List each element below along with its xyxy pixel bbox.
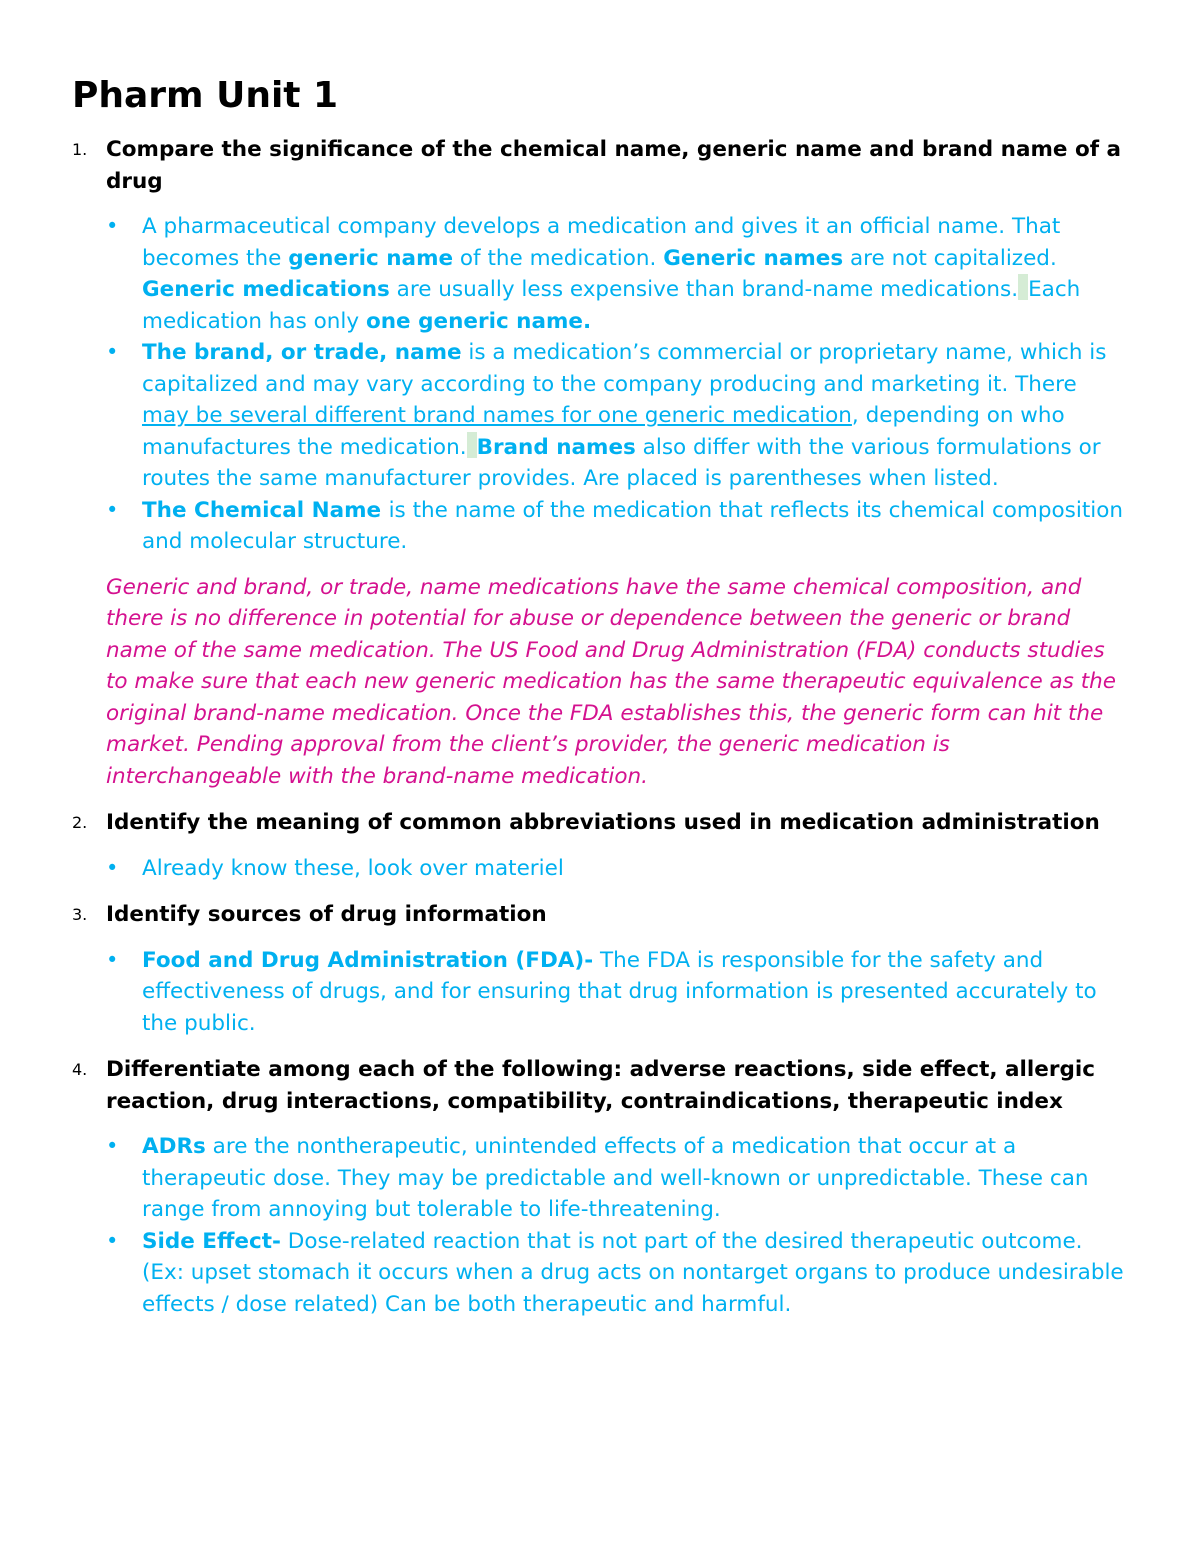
list-item [72, 337, 1130, 495]
answer-list [72, 945, 1130, 1040]
question-number: 3. [72, 905, 88, 924]
answer-list [72, 211, 1130, 558]
text-run: Each medication has only [142, 277, 1081, 334]
list-item [72, 1226, 1130, 1321]
text-run: Already know these, look over materiel [142, 855, 564, 881]
list-item [72, 211, 1130, 337]
question-3 [72, 899, 1130, 931]
question-2 [72, 807, 1130, 839]
comment-highlight [467, 432, 477, 458]
bullet-icon: • [106, 1228, 119, 1253]
bold-term: one generic name. [365, 308, 592, 334]
text-run: , depending on who manufactures the medication. [142, 403, 1065, 460]
question-heading: Identify the meaning of common abbreviations used in medication administration [106, 810, 1100, 835]
text-run: are not capitalized. [843, 245, 1057, 271]
question-1 [72, 134, 1130, 197]
text-run: The FDA is responsible for the safety and effectiveness of drugs, and for ensuring that drug information is presented accurately to the public. [142, 947, 1097, 1036]
comment-highlight [1018, 274, 1028, 300]
page-title: Pharm Unit 1 [72, 75, 339, 116]
bold-term: Brand names [476, 434, 636, 460]
answer-list [72, 1131, 1130, 1320]
text-run: of the medication. [453, 245, 664, 271]
bullet-icon: • [106, 1134, 119, 1158]
question-heading: Identify sources of drug information [106, 902, 547, 927]
bold-term: The Chemical Name [142, 497, 389, 523]
text-run: Dose-related reaction that is not part of the desired therapeutic outcome. (Ex: upset stomach it occurs when a drug acts on nontarget organs to produce undesirable effects / dose related) Can be both therapeutic and harmful. [142, 1228, 1124, 1317]
bold-term: Generic names [663, 245, 844, 271]
text-run: is the name of the medication that reflects its chemical composition and molecular structure. [142, 497, 1124, 554]
text-run: also differ with the various formulations or routes the same manufacturer provides. Are placed is parentheses when listed. [142, 434, 1101, 491]
question-heading: Compare the significance of the chemical name, generic name and brand name of a drug [106, 137, 1122, 194]
question-4 [72, 1054, 1130, 1117]
bold-term: ADRs [142, 1134, 206, 1159]
list-item [72, 945, 1130, 1040]
text-run: is a medication’s commercial or proprietary name, which is capitalized and may vary according to the company producing and marketing it. There [142, 340, 1107, 397]
bold-term: Side Effect- [142, 1228, 281, 1254]
bullet-icon: • [106, 340, 119, 364]
question-number: 1. [72, 140, 88, 159]
answer-list [72, 853, 1130, 885]
note-paragraph: Generic and brand, or trade, name medications have the same chemical composition, and there is no difference in potential for abuse or dependence between the generic or brand name of the same medication. The US Food and Drug Administration (FDA) conducts studies to make sure that each new generic medication has the same therapeutic equivalence as the original brand-name medication. Once the FDA establishes this, the generic form can hit the market. Pending approval from the client’s provider, the generic medication is interchangeable with the brand-name medication. [106, 574, 1117, 789]
bullet-icon: • [106, 855, 119, 880]
list-item [72, 853, 1130, 885]
bold-term: Generic medications [142, 277, 390, 302]
bullet-icon: • [106, 947, 119, 972]
question-number: 4. [72, 1060, 88, 1079]
bold-term: generic name [288, 245, 454, 271]
text-run: are usually less expensive than brand-name medications. [389, 277, 1019, 302]
list-item [72, 495, 1130, 558]
text-run: A pharmaceutical company develops a medication and gives it an official name. That becomes the [142, 214, 1061, 271]
bullet-icon: • [106, 214, 119, 238]
question-number: 2. [72, 813, 88, 832]
bold-term: The brand, or trade, name [142, 340, 462, 365]
underlined-text: may be several different brand names for one generic medication [142, 403, 852, 428]
bold-term: Food and Drug Administration (FDA)- [142, 947, 594, 973]
text-run: are the nontherapeutic, unintended effects of a medication that occur at a therapeutic dose. They may be predictable and well-known or unpredictable. These can range from annoying but tolerable to life-threatening. [142, 1134, 1089, 1222]
question-heading: Differentiate among each of the following: adverse reactions, side effect, allergic reaction, drug interactions, compatibility, contraindications, therapeutic index [106, 1057, 1095, 1114]
bullet-icon: • [106, 497, 119, 522]
list-item [72, 1131, 1130, 1226]
